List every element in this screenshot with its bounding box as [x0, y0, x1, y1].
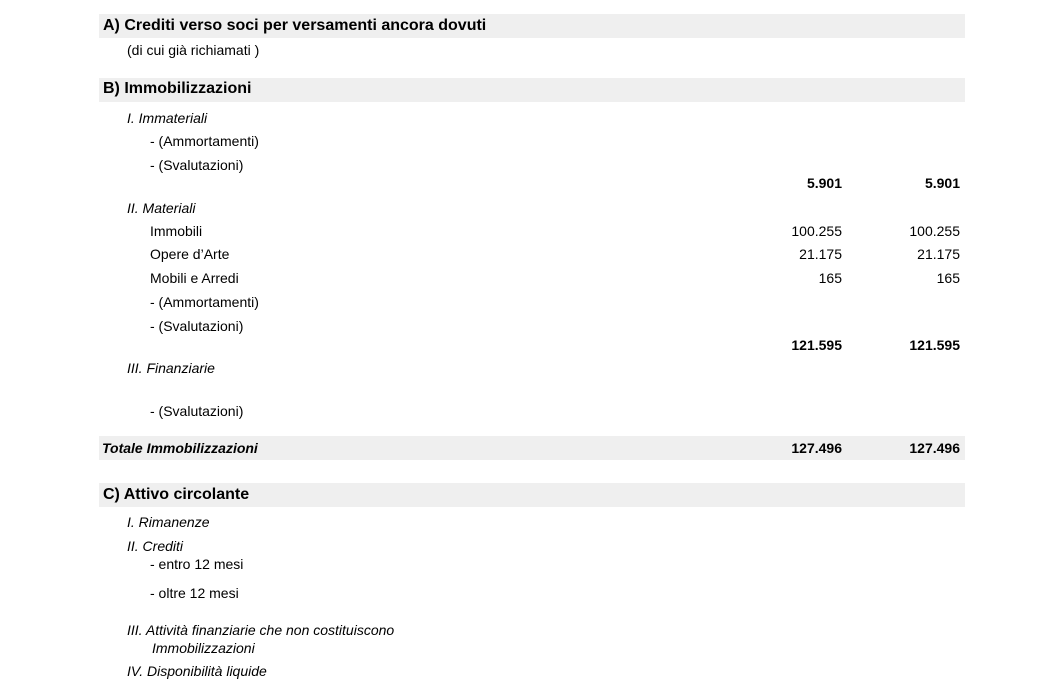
- immateriali-svalutazioni: - (Svalutazioni): [150, 157, 244, 173]
- total-immobilizzazioni-1: 127.496: [791, 440, 842, 456]
- materiali-ammortamenti: - (Ammortamenti): [150, 294, 259, 310]
- materiali-row-label: Mobili e Arredi: [150, 270, 239, 286]
- materiali-label: II. Materiali: [127, 200, 196, 216]
- rimanenze-label: I. Rimanenze: [127, 514, 210, 530]
- immateriali-subtotal-2: 5.901: [924, 175, 960, 191]
- crediti-oltre: - oltre 12 mesi: [150, 585, 239, 601]
- total-immobilizzazioni-2: 127.496: [909, 440, 960, 456]
- total-immobilizzazioni-label: Totale Immobilizzazioni: [102, 440, 258, 456]
- section-a-title: A) Crediti verso soci per versamenti ancora dovuti: [103, 17, 487, 34]
- attivita-finanziarie-label-2: Immobilizzazioni: [152, 640, 255, 656]
- section-b-title: B) Immobilizzazioni: [103, 80, 252, 97]
- materiali-row-value: 100.255: [909, 223, 960, 239]
- section-c-title: C) Attivo circolante: [103, 486, 250, 503]
- finanziarie-svalutazioni: - (Svalutazioni): [150, 403, 244, 419]
- materiali-row-value: 21.175: [799, 246, 842, 262]
- immateriali-ammortamenti: - (Ammortamenti): [150, 133, 259, 149]
- materiali-subtotal-2: 121.595: [909, 337, 960, 353]
- crediti-label: II. Crediti: [127, 538, 184, 554]
- materiali-svalutazioni: - (Svalutazioni): [150, 318, 244, 334]
- materiali-row-value: 21.175: [917, 246, 960, 262]
- section-a-note: (di cui già richiamati ): [127, 42, 260, 58]
- immateriali-label: I. Immateriali: [127, 110, 208, 126]
- crediti-entro: - entro 12 mesi: [150, 556, 244, 572]
- attivita-finanziarie-label-1: III. Attività finanziarie che non costituiscono: [127, 622, 395, 638]
- materiali-row-label: Opere d’Arte: [150, 246, 230, 262]
- materiali-row-value: 165: [818, 270, 842, 286]
- immateriali-subtotal-1: 5.901: [806, 175, 842, 191]
- finanziarie-label: III. Finanziarie: [127, 360, 215, 376]
- materiali-row-value: 165: [936, 270, 960, 286]
- materiali-row-label: Immobili: [150, 223, 203, 239]
- disponibilita-liquide-label: IV. Disponibilità liquide: [127, 663, 267, 679]
- materiali-subtotal-1: 121.595: [791, 337, 842, 353]
- materiali-row-value: 100.255: [791, 223, 842, 239]
